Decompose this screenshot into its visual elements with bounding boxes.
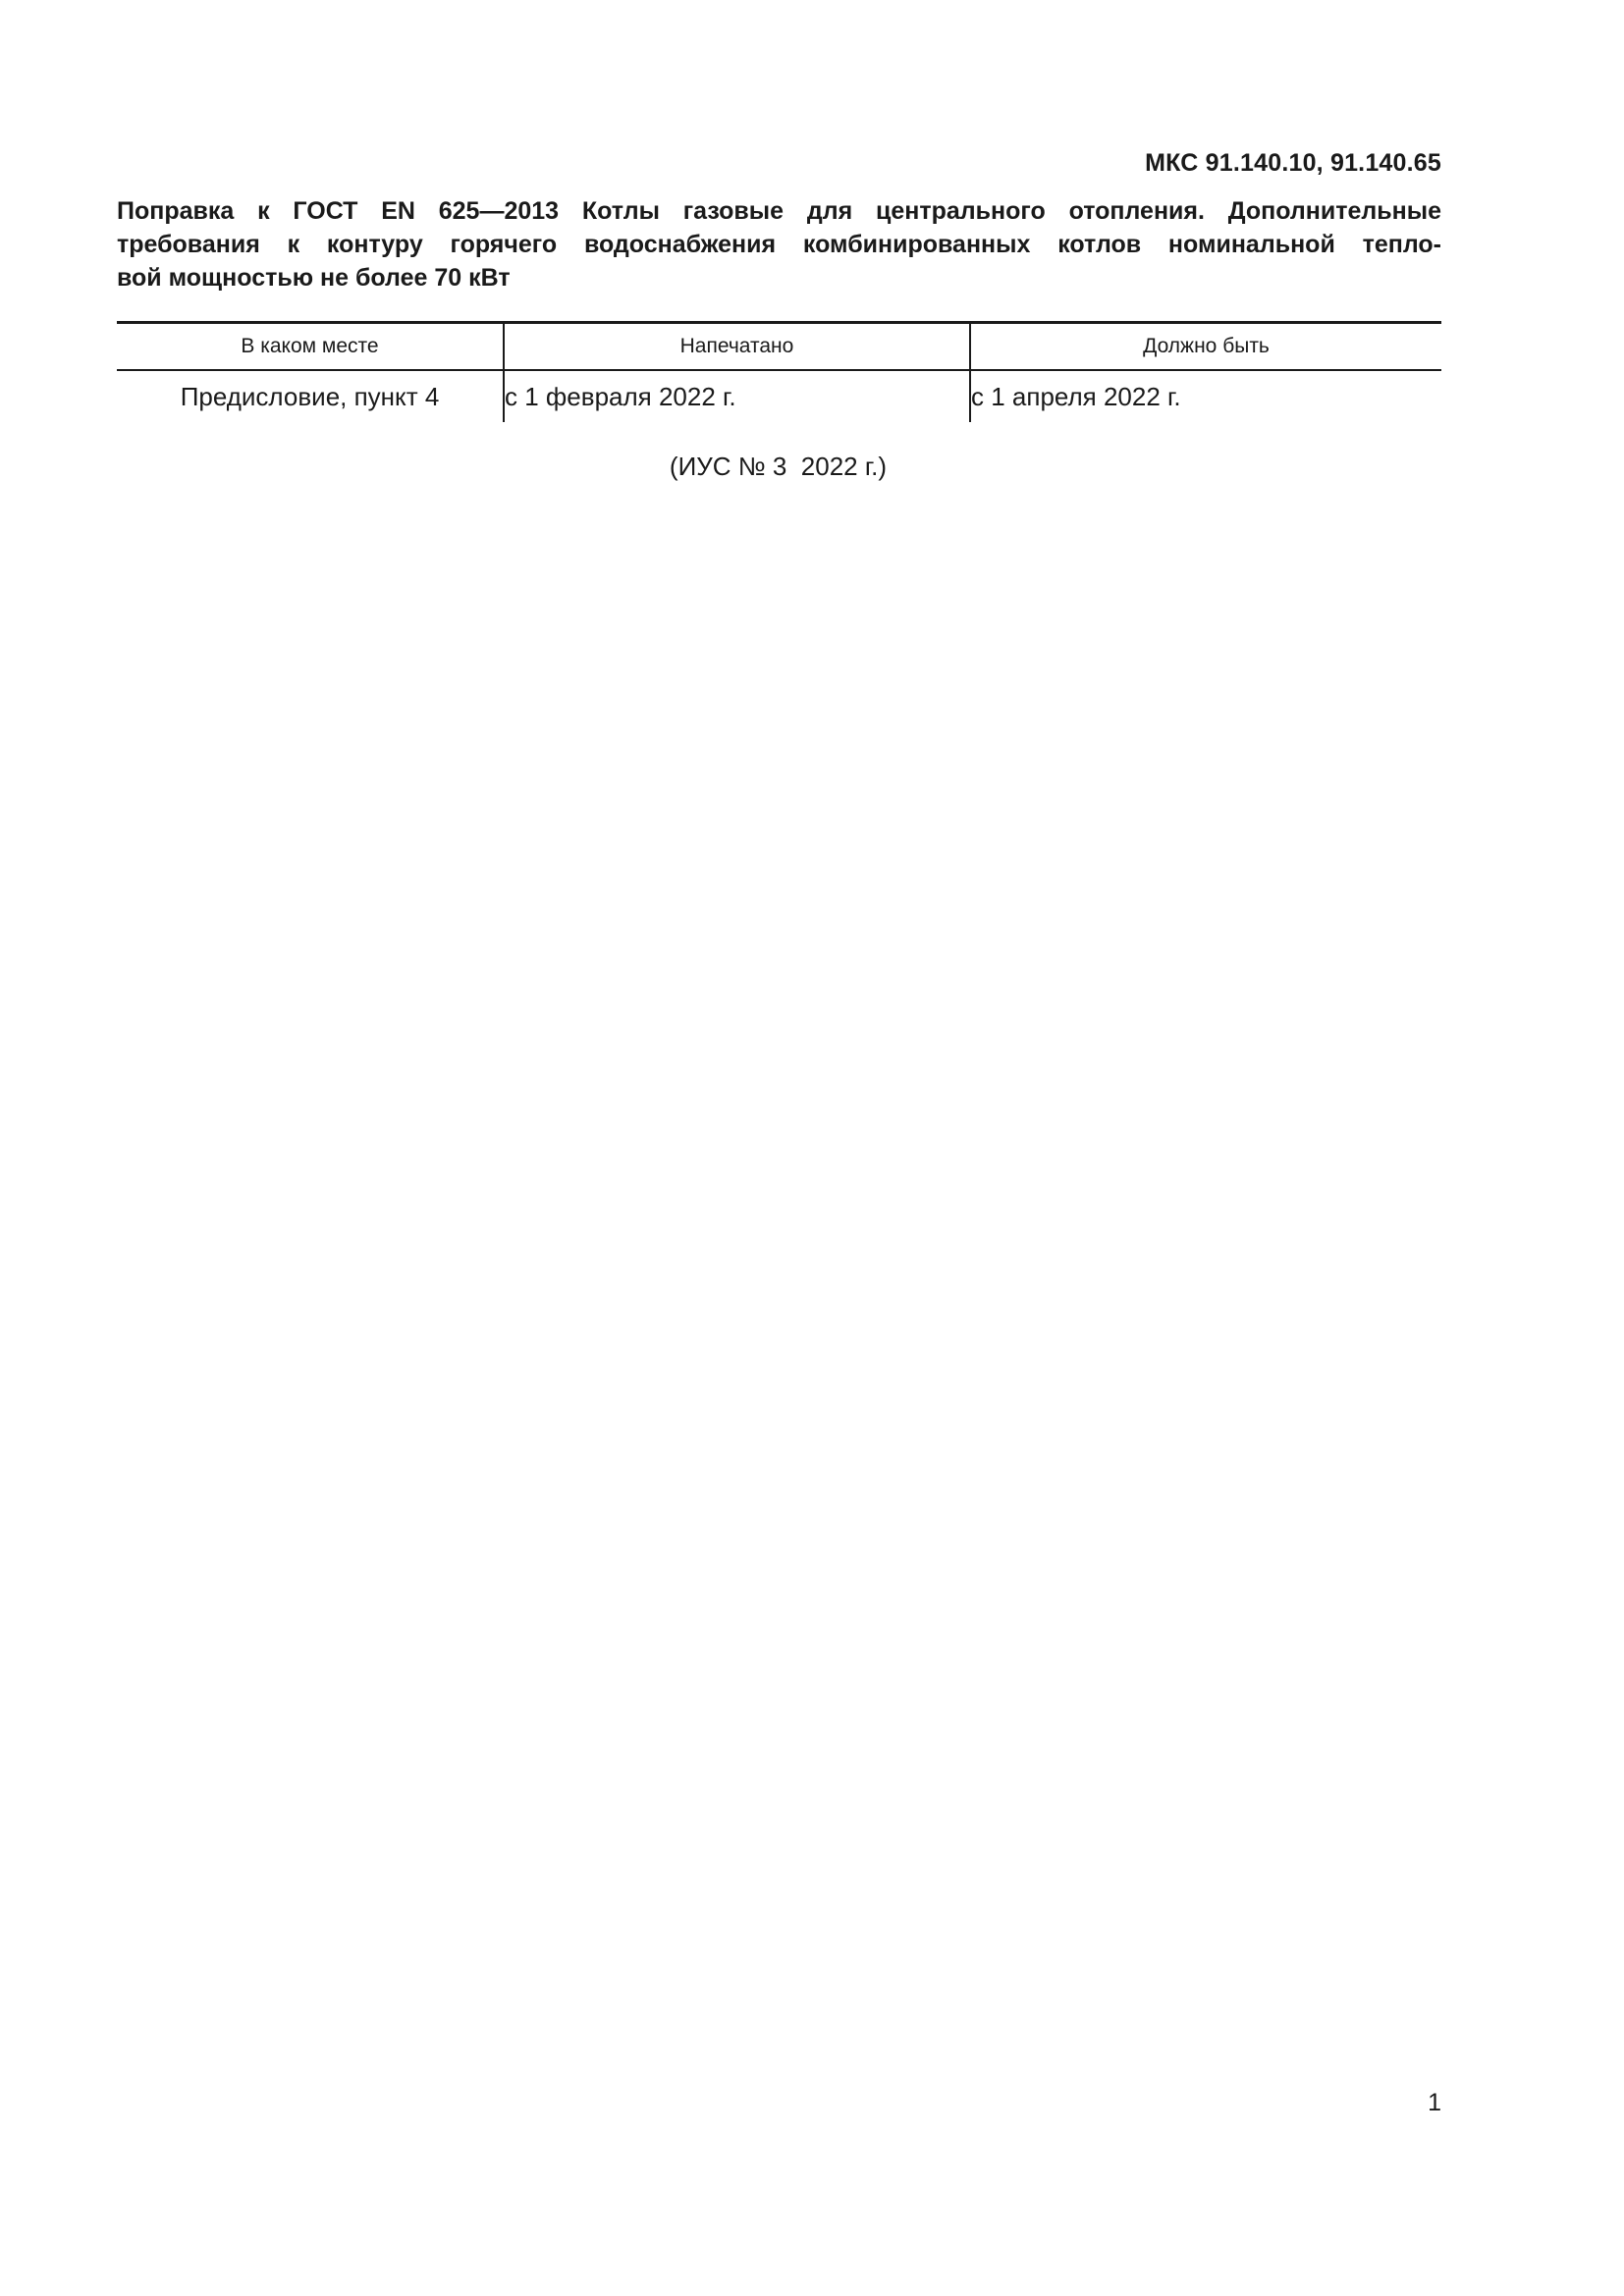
column-header-should-be: Должно быть <box>970 323 1441 371</box>
document-title <box>117 194 1441 294</box>
table-row <box>117 370 1441 422</box>
column-header-printed: Напечатано <box>504 323 970 371</box>
cell-printed: с 1 февраля 2022 г. <box>504 370 970 422</box>
cell-location: Предисловие, пункт 4 <box>180 381 440 411</box>
source-reference: (ИУС № 3 2022 г.) <box>669 452 888 481</box>
cell-should-be: с 1 апреля 2022 г. <box>970 370 1441 422</box>
column-header-location: В каком месте <box>117 323 504 371</box>
title-line: вой мощностью не более 70 кВт <box>117 264 511 292</box>
title-line: Поправка к ГОСТ EN 625—2013 Котлы газовые для центрального отопления. Дополнительные <box>117 197 1441 225</box>
page-number: 1 <box>1428 2089 1441 2116</box>
mks-code: МКС 91.140.10, 91.140.65 <box>1145 149 1441 177</box>
title-line: требования к контуру горячего водоснабжения комбинированных котлов номинальной тепло- <box>117 231 1441 258</box>
table-header-row <box>117 323 1441 371</box>
correction-table <box>117 321 1441 422</box>
